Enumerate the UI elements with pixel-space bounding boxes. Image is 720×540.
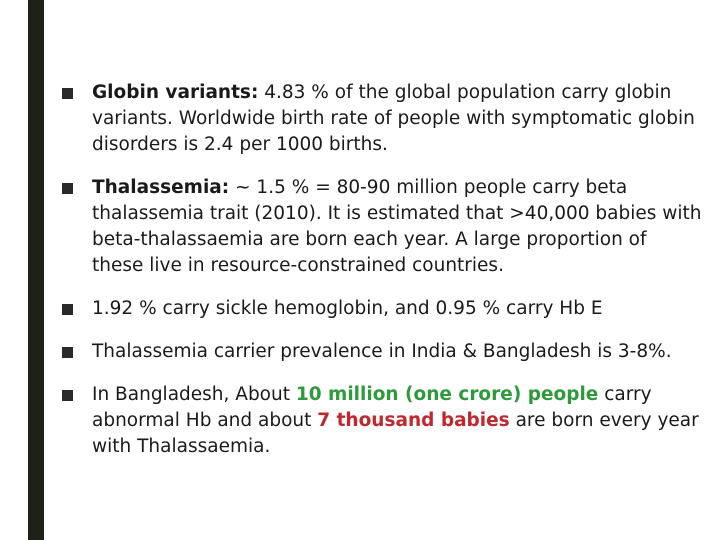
bullet-text-part2: carry abnormal Hb and about (92, 384, 652, 431)
bullet-list (62, 80, 702, 477)
bullet-lead: Globin variants: (92, 82, 259, 103)
square-bullet-icon (62, 88, 73, 99)
bullet-bangladesh (62, 382, 702, 460)
bullet-thalassemia (62, 175, 702, 279)
bullet-text-part1: In Bangladesh, About (92, 384, 296, 405)
highlight-thousand-babies: 7 thousand babies (317, 410, 510, 431)
bullet-text: ~ 1.5 % = 80-90 million people carry beta thalassemia trait (2010). It is estimated that >40,000 babies with beta-thalassaemia are born each year. A large proportion of these live in resource-constrained countries. (92, 177, 702, 276)
bullet-globin-variants (62, 80, 702, 158)
slide-side-bar (28, 0, 44, 540)
bullet-text-part3: are born every year with Thalassaemia. (92, 410, 699, 457)
bullet-text: 4.83 % of the global population carry globin variants. Worldwide birth rate of people with symptomatic globin disorders is 2.4 per 1000 births. (92, 82, 695, 155)
square-bullet-icon (62, 304, 73, 315)
bullet-text: 1.92 % carry sickle hemoglobin, and 0.95 % carry Hb E (92, 298, 603, 319)
square-bullet-icon (62, 347, 73, 358)
square-bullet-icon (62, 390, 73, 401)
bullet-carrier-prevalence (62, 339, 702, 365)
bullet-lead: Thalassemia: (92, 177, 230, 198)
bullet-sickle-hb (62, 296, 702, 322)
bullet-text: Thalassemia carrier prevalence in India & Bangladesh is 3-8%. (92, 341, 672, 362)
square-bullet-icon (62, 183, 73, 194)
highlight-million-people: 10 million (one crore) people (295, 384, 599, 405)
